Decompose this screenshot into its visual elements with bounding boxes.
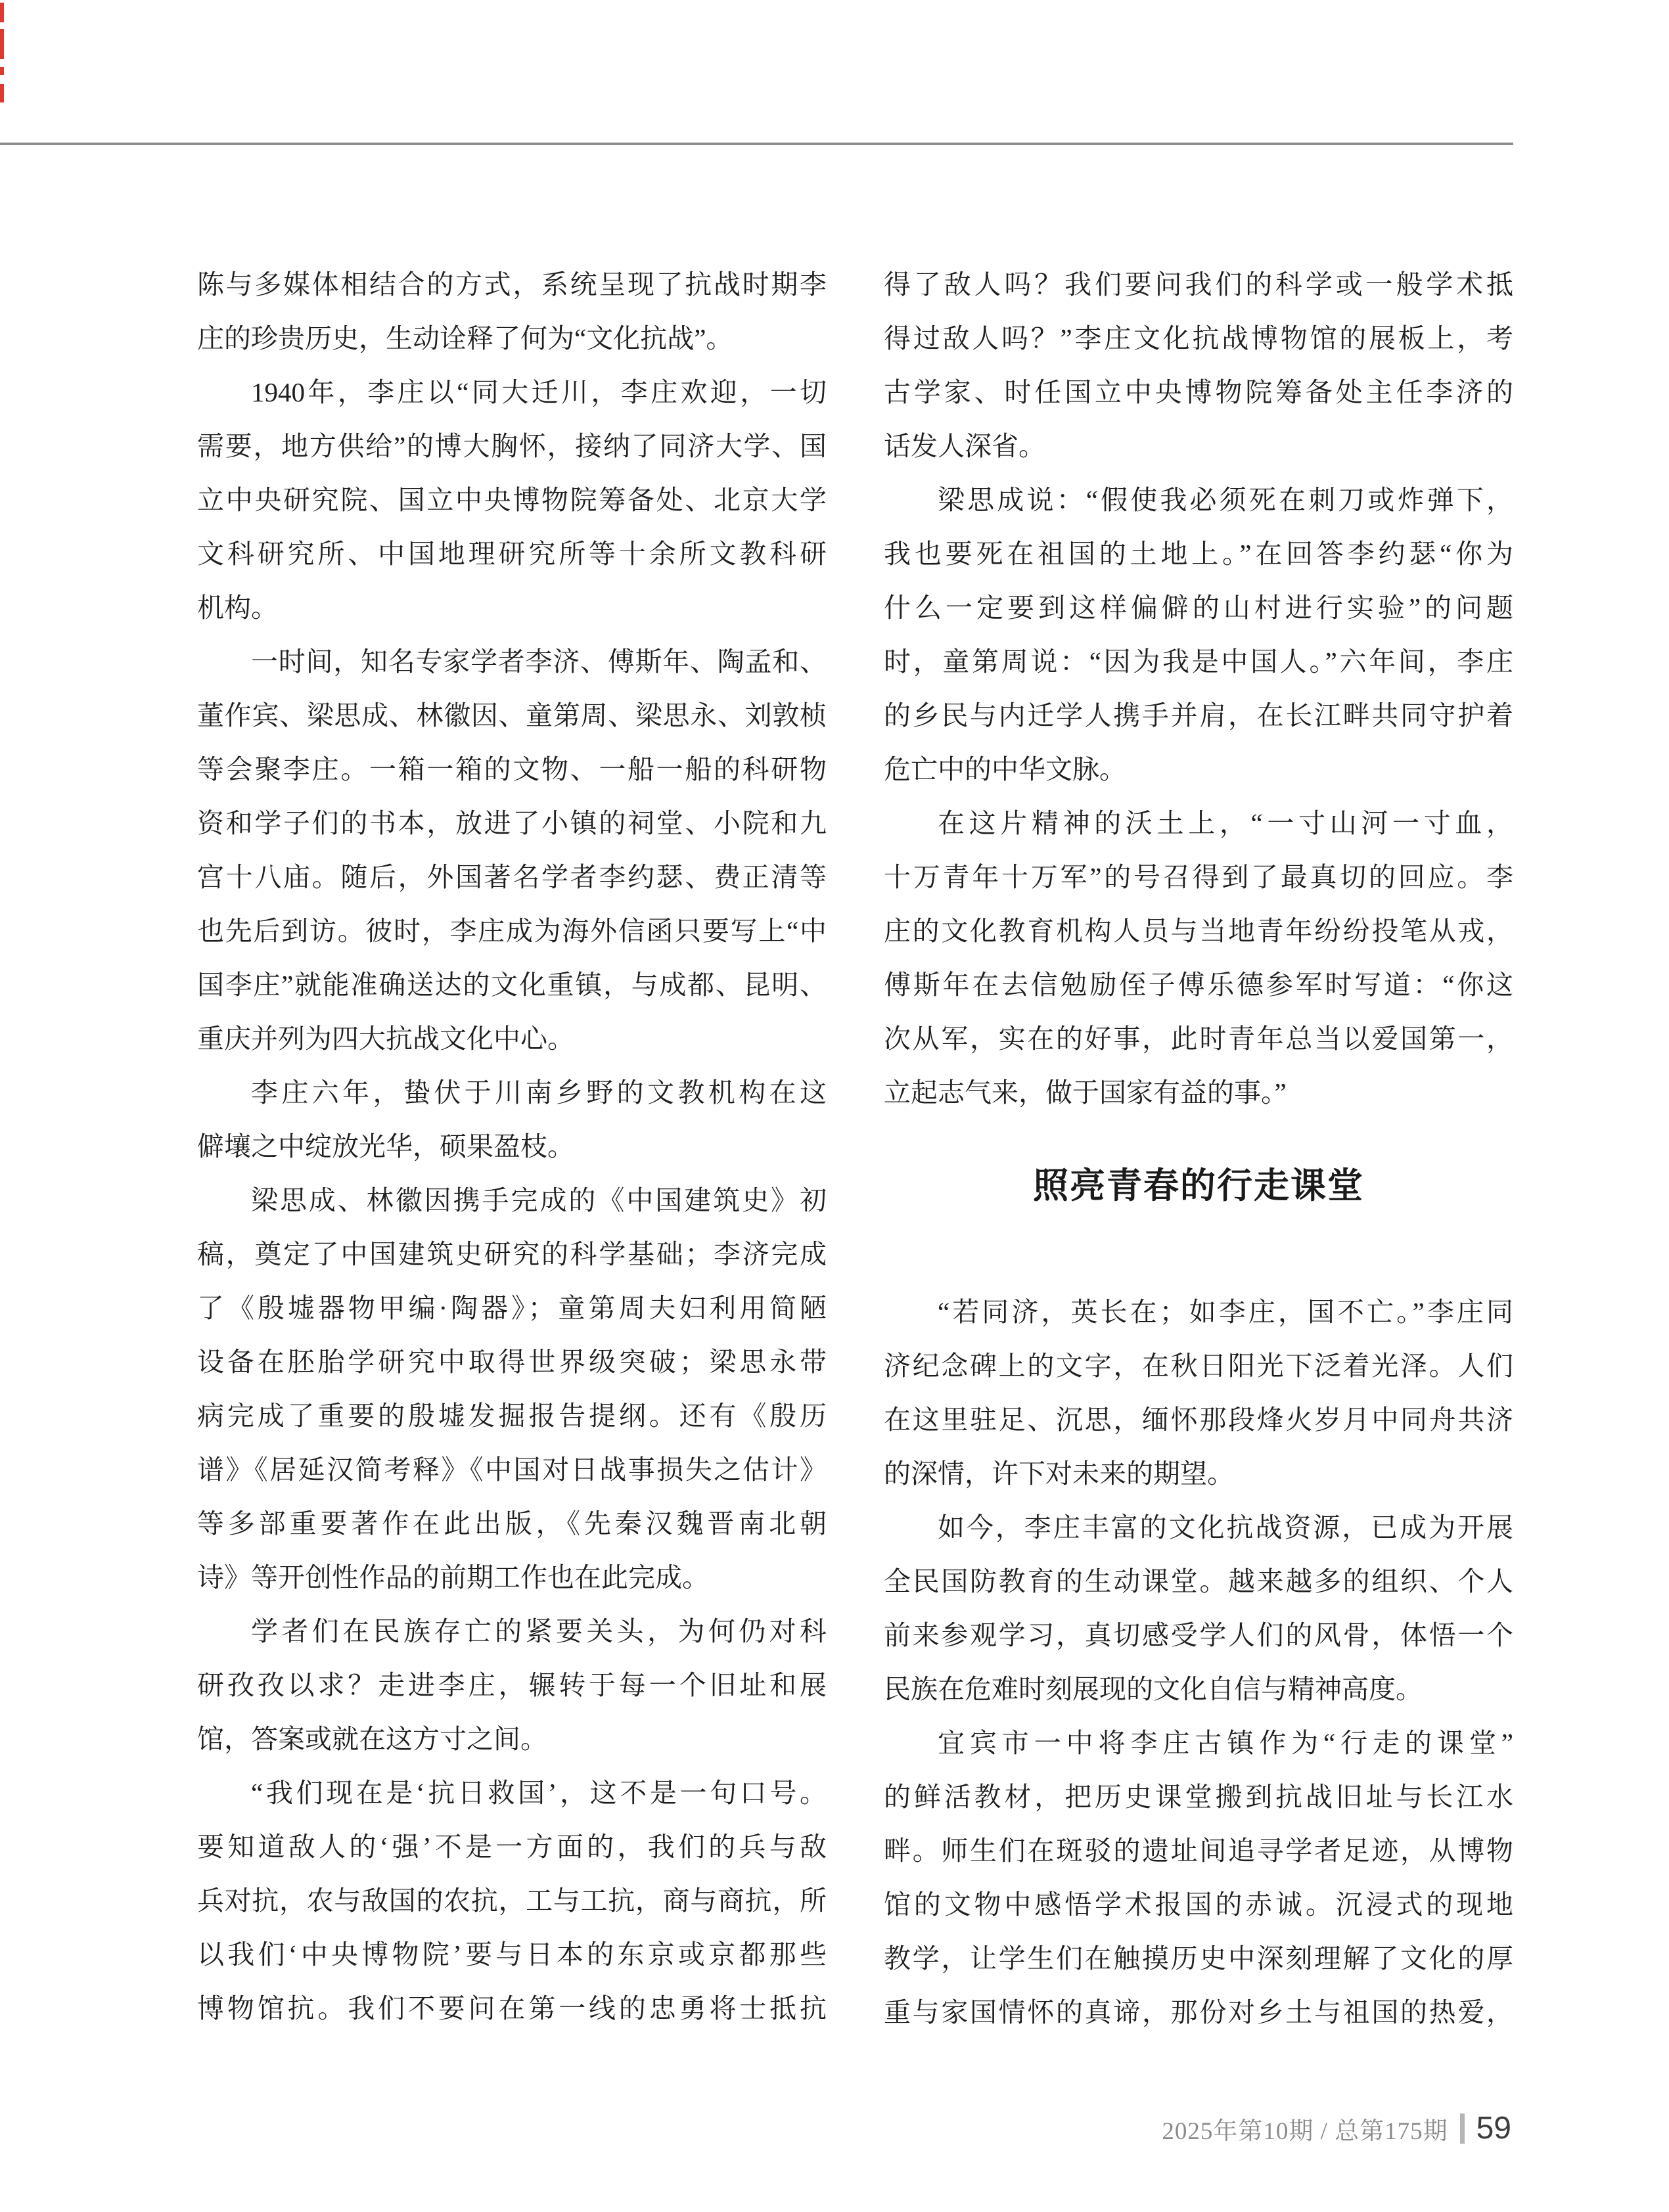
text-line: 次从军，实在的好事，此时青年总当以爱国第一， bbox=[884, 1024, 1513, 1054]
text-line: 1940年，李庄以“同大迁川，李庄欢迎，一切 bbox=[251, 377, 827, 407]
left-column bbox=[197, 258, 827, 2035]
text-line: 机构。 bbox=[197, 593, 278, 623]
text-line: 等多部重要著作在此出版，《先秦汉魏晋南北朝 bbox=[197, 1508, 827, 1539]
text-line: “若同济，英长在；如李庄，国不亡。”李庄同 bbox=[938, 1297, 1513, 1327]
text-line: 资和学子们的书本，放进了小镇的祠堂、小院和九 bbox=[197, 808, 827, 838]
text-line: 的乡民与内迁学人携手并肩，在长江畔共同守护着 bbox=[884, 700, 1513, 731]
text-line: 了《殷墟器物甲编·陶器》；童第周夫妇利用简陋 bbox=[197, 1293, 827, 1323]
text-line: “我们现在是‘抗日救国’，这不是一句口号。 bbox=[251, 1778, 827, 1808]
right-column-bottom-lines bbox=[884, 1285, 1513, 2039]
text-line: 陈与多媒体相结合的方式，系统呈现了抗战时期李 bbox=[197, 269, 827, 300]
spine-mark-icon bbox=[0, 29, 4, 59]
text-line: 危亡中的中华文脉。 bbox=[884, 754, 1126, 784]
text-line: 博物馆抗。我们不要问在第一线的忠勇将士抵抗 bbox=[197, 1993, 827, 2023]
text-line: 前来参观学习，真切感受学人们的风骨，体悟一个 bbox=[884, 1620, 1513, 1650]
text-line: 济纪念碑上的文字，在秋日阳光下泛着光泽。人们 bbox=[884, 1351, 1513, 1381]
text-line: 病完成了重要的殷墟发掘报告提纲。还有《殷历 bbox=[197, 1401, 827, 1431]
text-line: 什么一定要到这样偏僻的山村进行实验”的问题 bbox=[884, 593, 1513, 623]
spine-mark-icon bbox=[0, 3, 4, 22]
text-line: 僻壤之中绽放光华，硕果盈枝。 bbox=[197, 1131, 574, 1162]
text-line: 诗》等开创性作品的前期工作也在此完成。 bbox=[197, 1562, 709, 1592]
text-line: 梁思成说：“假使我必须死在刺刀或炸弹下， bbox=[938, 485, 1513, 515]
text-line: 宜宾市一中将李庄古镇作为“行走的课堂” bbox=[938, 1728, 1513, 1758]
text-line: 傅斯年在去信勉励侄子傅乐德参军时写道：“你这 bbox=[884, 970, 1513, 1000]
text-line: 教学，让学生们在触摸历史中深刻理解了文化的厚 bbox=[884, 1943, 1513, 1974]
text-line: 研孜孜以求？走进李庄，辗转于每一个旧址和展 bbox=[197, 1670, 827, 1700]
right-column-top-lines bbox=[884, 258, 1513, 1119]
text-line: 学者们在民族存亡的紧要关头，为何仍对科 bbox=[251, 1616, 827, 1646]
top-divider-rule bbox=[0, 143, 1513, 145]
text-line: 我也要死在祖国的土地上。”在回答李约瑟“你为 bbox=[884, 539, 1513, 569]
text-line: 需要，地方供给”的博大胸怀，接纳了同济大学、国 bbox=[197, 431, 827, 461]
text-line: 国李庄”就能准确送达的文化重镇，与成都、昆明、 bbox=[197, 970, 827, 1000]
text-line: 时，童第周说：“因为我是中国人。”六年间，李庄 bbox=[884, 646, 1513, 677]
right-column bbox=[884, 258, 1513, 2039]
text-line: 重与家国情怀的真谛，那份对乡土与祖国的热爱， bbox=[884, 1997, 1513, 2027]
text-line: 的鲜活教材，把历史课堂搬到抗战旧址与长江水 bbox=[884, 1782, 1513, 1812]
text-line: 谱》《居延汉简考释》《中国对日战事损失之估计》 bbox=[197, 1455, 827, 1485]
spine-red-marks bbox=[0, 0, 5, 131]
page-footer bbox=[1162, 2110, 1511, 2146]
issue-info: 2025年第10期 / 总第175期 bbox=[1162, 2117, 1448, 2145]
text-line: 得了敌人吗？我们要问我们的科学或一般学术抵 bbox=[884, 269, 1513, 300]
spine-mark-icon bbox=[0, 67, 4, 75]
text-line: 得过敌人吗？”李庄文化抗战博物馆的展板上，考 bbox=[884, 323, 1513, 353]
text-line: 庄的文化教育机构人员与当地青年纷纷投笔从戎， bbox=[884, 916, 1513, 946]
text-line: 馆的文物中感悟学术报国的赤诚。沉浸式的现地 bbox=[884, 1889, 1513, 1920]
text-line: 全民国防教育的生动课堂。越来越多的组织、个人 bbox=[884, 1566, 1513, 1596]
page-number: 59 bbox=[1476, 2111, 1511, 2146]
text-line: 稿，奠定了中国建筑史研究的科学基础；李济完成 bbox=[197, 1239, 827, 1269]
text-line: 畔。师生们在斑驳的遗址间追寻学者足迹，从博物 bbox=[884, 1836, 1513, 1866]
text-line: 馆，答案或就在这方寸之间。 bbox=[197, 1724, 547, 1754]
spine-mark-icon bbox=[0, 84, 4, 102]
text-line: 古学家、时任国立中央博物院筹备处主任李济的 bbox=[884, 377, 1513, 407]
text-line: 也先后到访。彼时，李庄成为海外信函只要写上“中 bbox=[197, 916, 827, 946]
text-line: 十万青年十万军”的号召得到了最真切的回应。李 bbox=[884, 862, 1513, 892]
text-line: 重庆并列为四大抗战文化中心。 bbox=[197, 1024, 574, 1054]
text-line: 梁思成、林徽因携手完成的《中国建筑史》初 bbox=[251, 1185, 827, 1215]
text-line: 话发人深省。 bbox=[884, 431, 1045, 461]
text-line: 文科研究所、中国地理研究所等十余所文教科研 bbox=[197, 539, 827, 569]
text-line: 等会聚李庄。一箱一箱的文物、一船一船的科研物 bbox=[197, 754, 827, 784]
text-line: 庄的珍贵历史，生动诠释了何为“文化抗战”。 bbox=[197, 323, 733, 353]
text-line: 一时间，知名专家学者李济、傅斯年、陶孟和、 bbox=[251, 646, 827, 677]
text-line: 在这里驻足、沉思，缅怀那段烽火岁月中同舟共济 bbox=[884, 1405, 1513, 1435]
text-line: 设备在胚胎学研究中取得世界级突破；梁思永带 bbox=[197, 1347, 827, 1377]
text-line: 的深情，许下对未来的期望。 bbox=[884, 1458, 1234, 1489]
text-line: 民族在危难时刻展现的文化自信与精神高度。 bbox=[884, 1674, 1423, 1704]
section-heading: 照亮青春的行走课堂 bbox=[1033, 1166, 1364, 1206]
text-line: 兵对抗，农与敌国的农抗，工与工抗，商与商抗，所 bbox=[197, 1885, 827, 1916]
text-line: 如今，李庄丰富的文化抗战资源，已成为开展 bbox=[938, 1512, 1513, 1543]
footer-divider-bar bbox=[1460, 2113, 1465, 2144]
text-line: 李庄六年，蛰伏于川南乡野的文教机构在这 bbox=[251, 1077, 827, 1108]
text-line: 要知道敌人的‘强’不是一方面的，我们的兵与敌 bbox=[197, 1832, 827, 1862]
text-line: 立中央研究院、国立中央博物院筹备处、北京大学 bbox=[197, 485, 827, 515]
text-line: 宫十八庙。随后，外国著名学者李约瑟、费正清等 bbox=[197, 862, 827, 892]
text-line: 以我们‘中央博物院’要与日本的东京或京都那些 bbox=[197, 1939, 827, 1970]
text-line: 在这片精神的沃土上，“一寸山河一寸血， bbox=[938, 808, 1513, 838]
text-line: 董作宾、梁思成、林徽因、童第周、梁思永、刘敦桢 bbox=[197, 700, 827, 731]
text-line: 立起志气来，做于国家有益的事。” bbox=[884, 1077, 1287, 1108]
